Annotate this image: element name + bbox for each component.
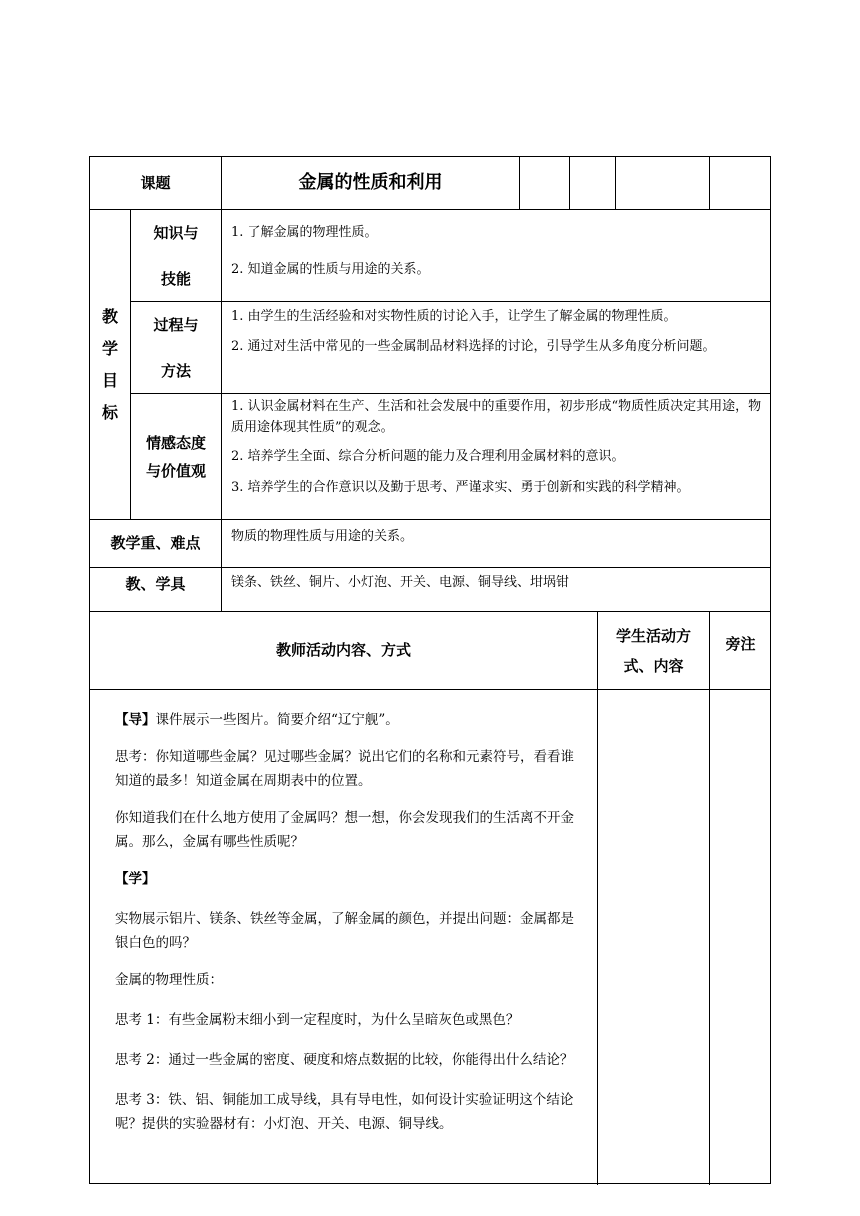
process-item-1: 1. 由学生的生活经验和对实物性质的讨论入手，让学生了解金属的物理性质。: [231, 309, 677, 324]
process-label-line2: 方法: [160, 361, 191, 380]
knowledge-label-line1: 知识与: [153, 223, 199, 242]
blank-cell-1: [519, 157, 569, 209]
student-activity-header: [597, 611, 709, 689]
notes-header: 旁注: [709, 611, 771, 689]
guide-tag: 【导】: [115, 712, 156, 728]
emotion-label: [130, 393, 221, 519]
guide-text: 课件展示一些图片。简要介绍“辽宁舰”。: [155, 712, 399, 728]
key-points-value: 物质的物理性质与用途的关系。: [221, 519, 771, 567]
emotion-label-line2: 与价值观: [145, 461, 206, 480]
teacher-activity-header: 教师活动内容、方式: [90, 611, 597, 689]
knowledge-content: [221, 209, 771, 301]
lesson-plan-table: [89, 156, 771, 1184]
tools-label: 教、学具: [90, 567, 221, 611]
student-activity-content: [597, 689, 709, 1185]
objectives-char-3: 目: [101, 370, 118, 390]
topic-title: 金属的性质和利用: [221, 157, 519, 209]
tools-value: 镁条、铁丝、铜片、小灯泡、开关、电源、铜导线、坩埚钳: [221, 567, 771, 611]
learn-tag: 【学】: [115, 871, 156, 887]
emotion-label-line1: 情感态度: [145, 433, 206, 452]
teach-para-7: 思考 1：有些金属粉末细小到一定程度时，为什么呈暗灰色或黑色？: [115, 1012, 520, 1028]
process-label-line1: 过程与: [153, 315, 199, 334]
objectives-label: [90, 209, 130, 519]
objectives-char-4: 标: [101, 402, 118, 422]
process-content: [221, 301, 771, 393]
emotion-item-3: 3. 培养学生的合作意识以及勤于思考、严谨求实、勇于创新和实践的科学精神。: [231, 480, 690, 495]
process-item-2: 2. 通过对生活中常见的一些金属制品材料选择的讨论，引导学生从多角度分析问题。: [231, 339, 716, 354]
teach-para-2: 思考：你知道哪些金属？见过哪些金属？说出它们的名称和元素符号，看看谁知道的最多！知道金属在周期表中的位置。: [115, 749, 574, 789]
knowledge-label: [130, 209, 221, 301]
topic-label: 课题: [140, 173, 171, 192]
teacher-activity-content: [90, 689, 597, 1185]
objectives-char-1: 教: [101, 306, 118, 326]
objectives-char-2: 学: [101, 338, 118, 358]
emotion-item-2: 2. 培养学生全面、综合分析问题的能力及合理利用金属材料的意识。: [231, 449, 625, 464]
emotion-item-1: 1. 认识金属材料在生产、生活和社会发展中的重要作用，初步形成“物质性质决定其用途，物质用途体现其性质”的观念。: [231, 399, 762, 435]
key-points-label: 教学重、难点: [90, 519, 221, 567]
blank-cell-3: [615, 157, 709, 209]
teach-para-8: 思考 2：通过一些金属的密度、硬度和熔点数据的比较，你能得出什么结论？: [115, 1052, 574, 1068]
teach-para-6: 金属的物理性质：: [115, 972, 223, 988]
process-label: [130, 301, 221, 393]
student-header-line1: 学生活动方: [615, 626, 691, 645]
teach-para-9: 思考 3：铁、铝、铜能加工成导线，具有导电性，如何设计实验证明这个结论呢？提供的实验器材有：小灯泡、开关、电源、铜导线。: [115, 1092, 574, 1132]
blank-cell-4: [709, 157, 771, 209]
knowledge-label-line2: 技能: [160, 269, 191, 288]
student-header-line2: 式、内容: [623, 656, 684, 675]
emotion-content: [221, 393, 771, 519]
knowledge-item-1: 1. 了解金属的物理性质。: [231, 225, 378, 240]
teach-para-5: 实物展示铝片、镁条、铁丝等金属，了解金属的颜色，并提出问题：金属都是银白色的吗？: [115, 911, 574, 951]
blank-cell-2: [569, 157, 615, 209]
teach-para-3: 你知道我们在什么地方使用了金属吗？想一想，你会发现我们的生活离不开金属。那么，金属有哪些性质呢？: [115, 810, 574, 850]
teach-para-1: [115, 708, 587, 732]
notes-content: [709, 689, 771, 1185]
knowledge-item-2: 2. 知道金属的性质与用途的关系。: [231, 262, 430, 277]
